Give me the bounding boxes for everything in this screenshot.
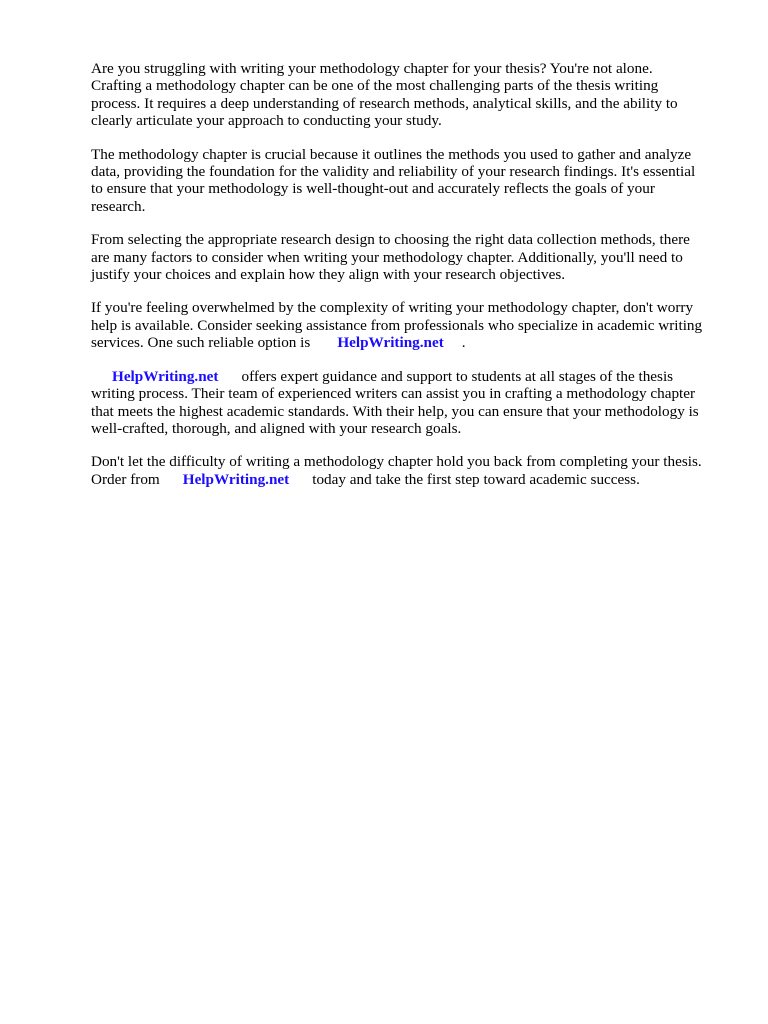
text-line: justify your choices and explain how they align with your research objectives. (91, 266, 566, 284)
paragraph-cta (91, 453, 731, 488)
text-segment: . (461, 334, 466, 352)
text-line: From selecting the appropriate research design to choosing the right data collection methods, there (91, 231, 690, 249)
text-line: process. It requires a deep understanding of research methods, analytical skills, and the ability to (91, 94, 678, 112)
text-line (91, 368, 731, 385)
text-line: Don't let the difficulty of writing a methodology chapter hold you back from completing your thesis. (91, 453, 702, 471)
text-segment: offers expert guidance and support to students at all stages of the thesis (241, 367, 674, 385)
text-line: research. (91, 197, 146, 215)
text-segment: Order from (91, 470, 160, 488)
helpwriting-link[interactable]: HelpWriting.net (182, 470, 290, 488)
text-line: clearly articulate your approach to conducting your study. (91, 112, 442, 130)
text-line: to ensure that your methodology is well-thought-out and accurately reflects the goals of your (91, 180, 655, 198)
document-page (91, 60, 731, 504)
text-line (91, 334, 731, 351)
text-line: help is available. Consider seeking assistance from professionals who specialize in academic writing (91, 316, 703, 334)
text-line: Crafting a methodology chapter can be one of the most challenging parts of the thesis writing (91, 77, 659, 95)
text-line: The methodology chapter is crucial because it outlines the methods you used to gather and analyze (91, 145, 692, 163)
paragraph-importance (91, 146, 731, 216)
text-line: Are you struggling with writing your methodology chapter for your thesis? You're not alone. (91, 60, 653, 77)
paragraph-intro (91, 60, 731, 130)
text-line (91, 471, 731, 488)
helpwriting-link[interactable]: HelpWriting.net (112, 367, 219, 385)
text-segment: services. One such reliable option is (91, 334, 311, 352)
text-line: writing process. Their team of experienced writers can assist you in crafting a methodology chapter (91, 385, 696, 403)
helpwriting-link[interactable]: HelpWriting.net (337, 334, 444, 352)
paragraph-help (91, 299, 731, 351)
text-line: that meets the highest academic standards. With their help, you can ensure that your methodology is (91, 402, 699, 420)
text-line: data, providing the foundation for the validity and reliability of your research findings. It's essential (91, 163, 696, 181)
text-line: well-crafted, thorough, and aligned with your research goals. (91, 419, 462, 437)
text-segment: today and take the first step toward academic success. (312, 470, 640, 488)
text-line: are many factors to consider when writing your methodology chapter. Additionally, you'll need to (91, 248, 683, 266)
text-line: If you're feeling overwhelmed by the complexity of writing your methodology chapter, don't worry (91, 299, 694, 317)
paragraph-offer (91, 368, 731, 438)
paragraph-factors (91, 231, 731, 283)
